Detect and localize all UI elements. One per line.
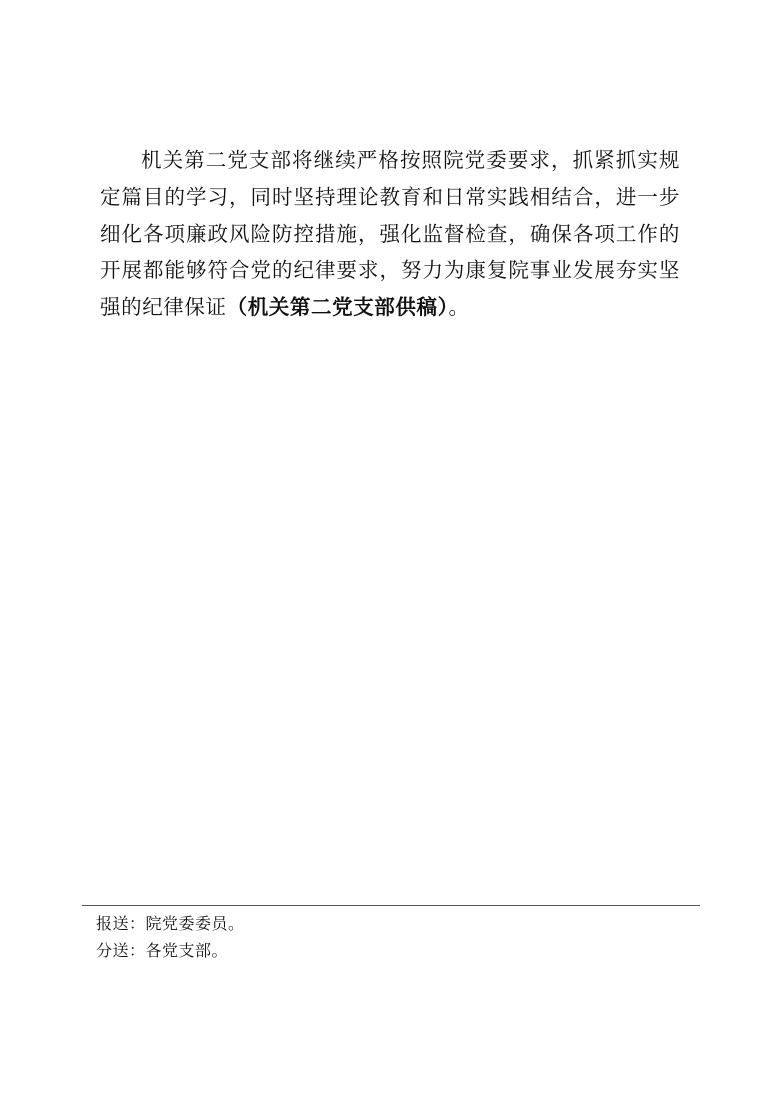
closing-mark: 。 <box>448 295 470 320</box>
footer-divider <box>82 905 700 906</box>
body-paragraph <box>100 142 680 326</box>
source-note: （机关第二党支部供稿） <box>226 295 449 320</box>
report-to-value: 院党委委员。 <box>145 914 245 933</box>
paragraph-text: 机关第二党支部将继续严格按照院党委要求，抓紧抓实规定篇目的学习，同时坚持理论教育和日常实践相结合，进一步细化各项廉政风险防控措施，强化监督检查，确保各项工作的开展都能够符合党的纪律要求，努力为康复院事业发展夯实坚强的纪律保证 <box>100 148 680 320</box>
copy-to-line <box>96 941 228 961</box>
report-to-label: 报送： <box>96 914 146 933</box>
copy-to-value: 各党支部。 <box>145 941 229 960</box>
report-to-line <box>96 914 245 934</box>
copy-to-label: 分送： <box>96 941 146 960</box>
